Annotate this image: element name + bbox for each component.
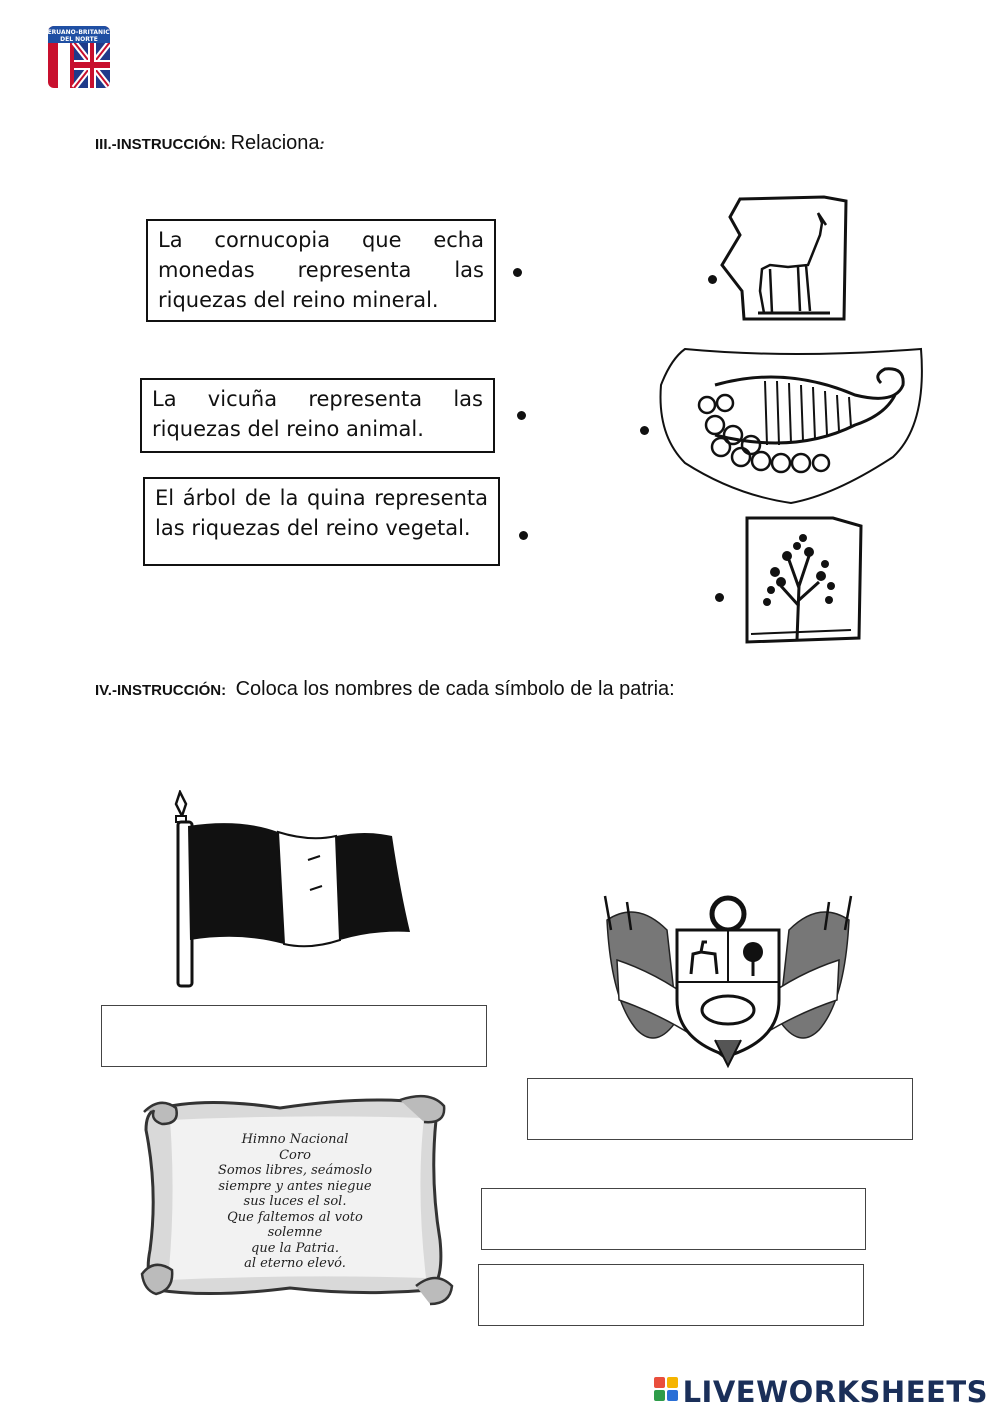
statement-vegetal (143, 477, 500, 566)
coat-of-arms-image (597, 890, 859, 1070)
section3-label: III.-INSTRUCCIÓN: (95, 136, 226, 153)
flag-image (160, 790, 420, 990)
liveworksheets-logo-icon (653, 1375, 679, 1409)
statement-line: La cornucopia que echa (158, 228, 484, 252)
anthem-line: Que faltemos al voto (227, 1209, 363, 1225)
match-dot-statement-3[interactable] (519, 531, 528, 540)
answer-box-anthem-1 (481, 1188, 866, 1250)
match-dot-statement-2[interactable] (517, 411, 526, 420)
answer-box-flag (101, 1005, 487, 1067)
answer-box-coat-of-arms (527, 1078, 913, 1140)
anthem-line: que la Patria. (251, 1240, 339, 1256)
statement-animal (140, 378, 495, 453)
liveworksheets-brand-text: LIVEWORKSHEETS (682, 1375, 988, 1409)
statement-line: riquezas del reino animal. (152, 417, 424, 441)
statement-line: riquezas del reino mineral. (158, 288, 439, 312)
anthem-line: Somos libres, seámoslo (217, 1163, 373, 1178)
statement-line: las riquezas del reino vegetal. (155, 516, 471, 540)
anthem-line: Himno Nacional (241, 1132, 349, 1147)
statement-mineral (146, 219, 496, 322)
section3-instruction: Relaciona (230, 132, 320, 154)
anthem-text (195, 1132, 395, 1272)
answer-input-coat-of-arms[interactable] (528, 1079, 912, 1139)
anthem-line: siempre y antes niegue (218, 1178, 372, 1194)
match-dot-statement-1[interactable] (513, 268, 522, 277)
liveworksheets-brand[interactable] (653, 1373, 988, 1409)
answer-input-anthem-2[interactable] (479, 1265, 863, 1325)
match-dot-image-3[interactable] (715, 593, 724, 602)
quina-tree-image (741, 516, 865, 644)
anthem-scroll (140, 1090, 455, 1310)
section3-suffix: : (319, 136, 325, 153)
answer-input-anthem-1[interactable] (482, 1189, 865, 1249)
answer-input-flag[interactable] (102, 1006, 486, 1066)
vicuna-image (718, 195, 848, 322)
anthem-line: al eterno elevó. (244, 1256, 346, 1271)
cornucopia-image (655, 345, 927, 505)
section4-label: IV.-INSTRUCCIÓN: (95, 682, 227, 699)
section4-heading (95, 678, 675, 701)
anthem-line: Coro (279, 1147, 311, 1163)
anthem-line: sus luces el sol. (243, 1194, 347, 1209)
school-logo (44, 22, 114, 92)
logo-line-2: DEL NORTE (60, 36, 98, 43)
answer-box-anthem-2 (478, 1264, 864, 1326)
section4-instruction: Coloca los nombres de cada símbolo de la patria: (235, 678, 675, 700)
logo-line-1: PERUANO-BRITANICO (44, 29, 114, 36)
match-dot-image-2[interactable] (640, 426, 649, 435)
statement-line: El árbol de la quina representa (155, 486, 488, 510)
section3-heading (95, 132, 325, 155)
statement-line: monedas representa las (158, 258, 484, 282)
match-dot-image-1[interactable] (708, 275, 717, 284)
anthem-line: solemne (267, 1225, 323, 1240)
statement-line: La vicuña representa las (152, 387, 483, 411)
